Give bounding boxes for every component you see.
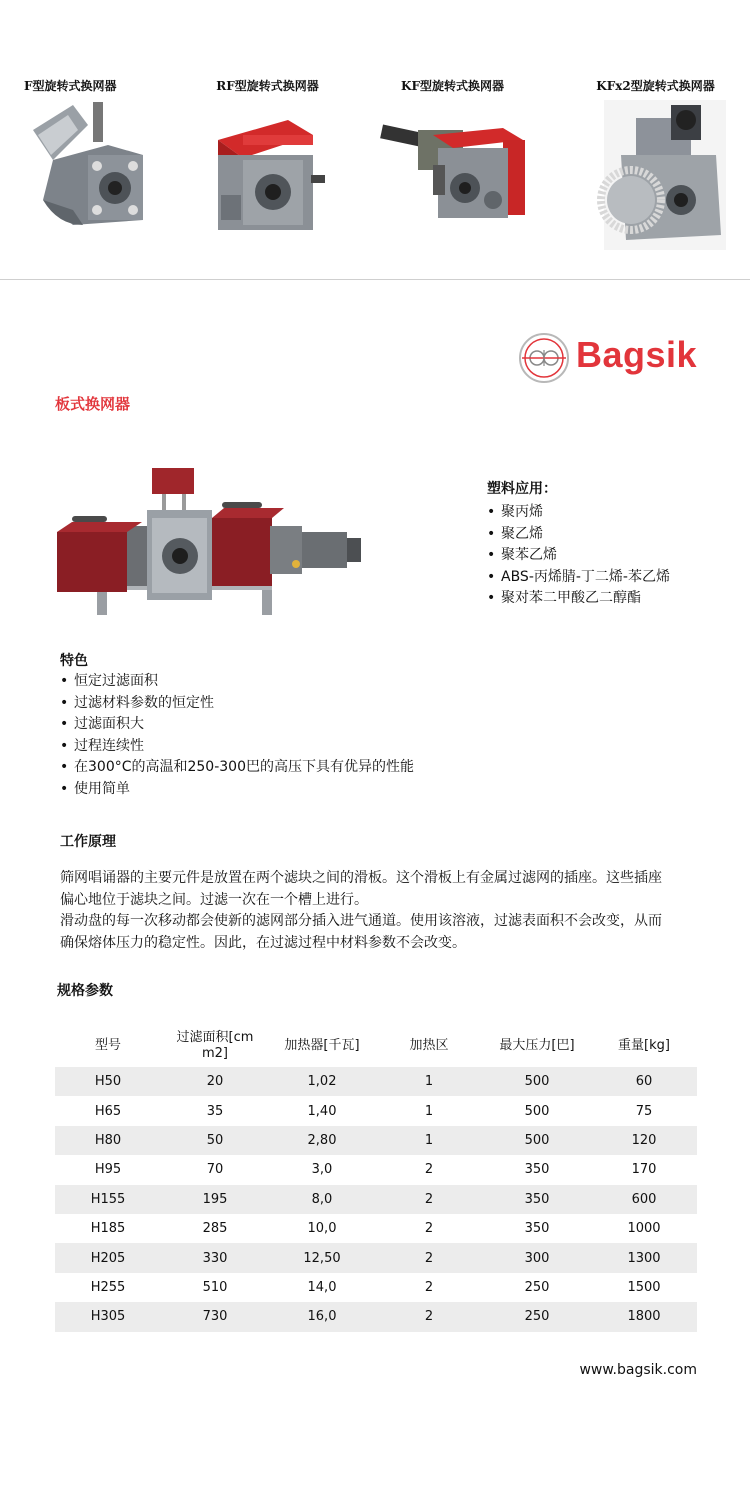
table-cell: 1 [424, 1132, 434, 1148]
table-cell: 510 [202, 1279, 228, 1295]
list-item: • 聚苯乙烯 [487, 545, 670, 567]
table-row [55, 1214, 697, 1243]
list-item: • 聚丙烯 [487, 502, 670, 524]
specs-heading: 规格参数 [57, 983, 113, 999]
table-row [55, 1302, 697, 1331]
column-header: 加热区 [409, 1038, 449, 1053]
principle-line: 滑动盘的每一次移动都会使新的滤网部分插入进气通道。使用该溶液，过滤表面积不会改变，从而 [60, 913, 662, 929]
list-item: • 过滤材料参数的恒定性 [60, 693, 414, 715]
principle-line: 筛网唱诵器的主要元件是放置在两个滤块之间的滑板。这个滑板上有金属过滤网的插座。这些插座 [60, 870, 662, 886]
table-cell: 2 [424, 1250, 434, 1266]
list-item: • 在300°C的高温和250-300巴的高压下具有优异的性能 [60, 757, 414, 779]
specs-table-body [55, 1067, 697, 1332]
table-cell: H255 [90, 1279, 126, 1295]
table-cell: H185 [90, 1221, 126, 1237]
table-cell: 250 [524, 1279, 550, 1295]
table-cell: 120 [631, 1132, 657, 1148]
brand-name: Bagsik [576, 334, 698, 375]
table-cell: 1500 [627, 1279, 661, 1295]
principle-text [60, 868, 700, 954]
table-cell: 60 [635, 1074, 653, 1090]
table-cell: 75 [635, 1103, 653, 1119]
product-title: RF型旋转式换网器 [216, 79, 319, 93]
table-row [55, 1243, 697, 1272]
product-kfx2-type [568, 76, 743, 250]
column-header: 重量[kg] [618, 1038, 670, 1053]
list-item: • ABS-丙烯腈-丁二烯-苯乙烯 [487, 567, 670, 589]
table-cell: 350 [524, 1191, 550, 1207]
table-cell: H65 [94, 1103, 122, 1119]
plate-screen-changer-image [52, 460, 372, 620]
product-image-rf [203, 100, 333, 240]
table-cell: 3,0 [311, 1162, 333, 1178]
table-cell: 1,02 [307, 1074, 337, 1090]
table-cell: 500 [524, 1074, 550, 1090]
table-cell: 1800 [627, 1309, 661, 1325]
table-cell: 2 [424, 1162, 434, 1178]
product-image-f [13, 100, 163, 230]
column-header: 型号 [94, 1038, 121, 1053]
product-title: KFx2型旋转式换网器 [596, 79, 715, 93]
table-cell: 330 [202, 1250, 228, 1266]
table-cell: 250 [524, 1309, 550, 1325]
table-cell: 12,50 [303, 1250, 341, 1266]
table-cell: H50 [94, 1074, 122, 1090]
table-cell: 2,80 [307, 1132, 337, 1148]
table-cell: 14,0 [307, 1279, 337, 1295]
list-item: • 恒定过滤面积 [60, 671, 414, 693]
table-cell: 350 [524, 1221, 550, 1237]
table-row [55, 1126, 697, 1155]
table-cell: H80 [94, 1132, 122, 1148]
table-header-row [55, 1025, 697, 1067]
table-cell: 2 [424, 1191, 434, 1207]
table-cell: 350 [524, 1162, 550, 1178]
features [60, 650, 414, 800]
principle-line: 确保熔体压力的稳定性。因此，在过滤过程中材料参数不会改变。 [60, 934, 466, 951]
product-f-type [0, 76, 175, 230]
table-cell: 730 [202, 1309, 228, 1325]
column-header: 加热器[千瓦] [284, 1038, 360, 1053]
principle-line: 偏心地位于滤块之间。过滤一次在一个槽上进行。 [60, 891, 368, 908]
column-header: 最大压力[巴] [499, 1038, 575, 1053]
product-title: KF型旋转式换网器 [401, 79, 504, 93]
principle-heading: 工作原理 [60, 834, 116, 850]
table-cell: H95 [94, 1162, 122, 1178]
table-cell: 10,0 [307, 1221, 337, 1237]
bagsik-logo-icon [516, 330, 572, 386]
section-title: 板式换网器 [55, 395, 131, 413]
table-cell: 1,40 [307, 1103, 337, 1119]
product-title: F型旋转式换网器 [24, 79, 117, 93]
table-cell: 2 [424, 1309, 434, 1325]
table-cell: H155 [90, 1191, 126, 1207]
list-item: • 聚对苯二甲酸乙二醇酯 [487, 588, 670, 610]
column-header: 过滤面积[cm m2] [176, 1030, 254, 1061]
website-url: www.bagsik.com [579, 1362, 697, 1378]
list-item: • 过程连续性 [60, 736, 414, 758]
table-cell: 300 [524, 1250, 550, 1266]
table-cell: 8,0 [311, 1191, 333, 1207]
table-cell: H305 [90, 1309, 126, 1325]
product-kf-type [365, 76, 540, 230]
table-cell: H205 [90, 1250, 126, 1266]
product-gallery [0, 76, 750, 266]
product-image-kfx2 [586, 100, 726, 250]
table-cell: 2 [424, 1279, 434, 1295]
table-row [55, 1096, 697, 1125]
table-cell: 20 [206, 1074, 224, 1090]
table-cell: 600 [631, 1191, 657, 1207]
features-heading: 特色 [60, 653, 88, 669]
product-rf-type [180, 76, 355, 240]
table-cell: 70 [206, 1162, 224, 1178]
table-cell: 500 [524, 1132, 550, 1148]
table-cell: 195 [202, 1191, 228, 1207]
applications-heading: 塑料应用： [487, 481, 557, 497]
list-item: • 聚乙烯 [487, 524, 670, 546]
table-cell: 1 [424, 1103, 434, 1119]
list-item: • 过滤面积大 [60, 714, 414, 736]
table-cell: 285 [202, 1221, 228, 1237]
table-cell: 50 [206, 1132, 224, 1148]
table-cell: 1300 [627, 1250, 661, 1266]
plastic-applications [487, 478, 670, 610]
table-cell: 2 [424, 1221, 434, 1237]
product-image-kf [373, 100, 533, 230]
specs-table [55, 1025, 697, 1332]
divider [0, 279, 750, 280]
table-cell: 16,0 [307, 1309, 337, 1325]
table-row [55, 1273, 697, 1302]
brand-logo [516, 330, 696, 386]
table-cell: 1 [424, 1074, 434, 1090]
list-item: • 使用简单 [60, 779, 414, 801]
table-row [55, 1185, 697, 1214]
table-row [55, 1067, 697, 1096]
table-cell: 500 [524, 1103, 550, 1119]
table-cell: 1000 [627, 1221, 661, 1237]
table-cell: 35 [206, 1103, 224, 1119]
table-row [55, 1155, 697, 1184]
table-cell: 170 [631, 1162, 657, 1178]
